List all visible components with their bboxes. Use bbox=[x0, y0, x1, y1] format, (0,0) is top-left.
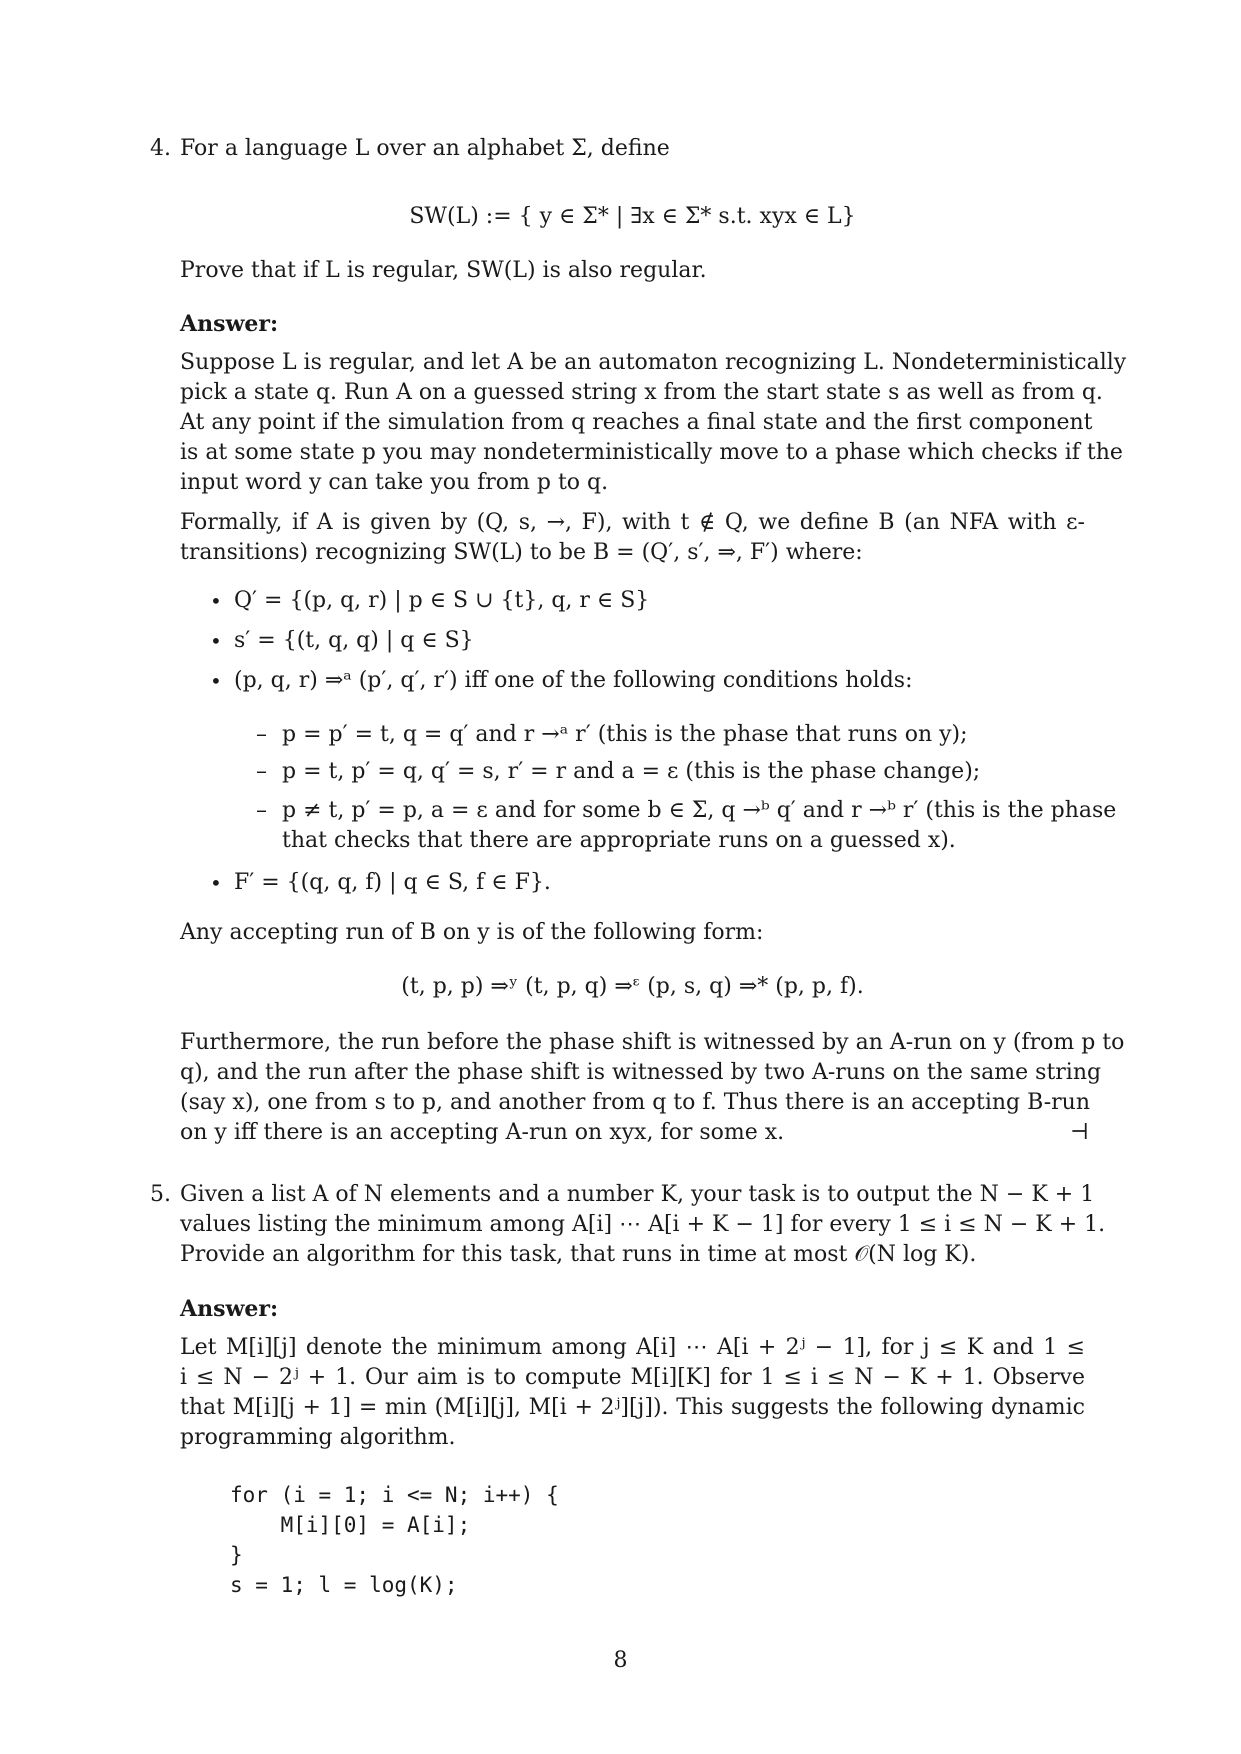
page-number: 8 bbox=[613, 1648, 628, 1673]
code-line-4: s = 1; l = log(K); bbox=[230, 1573, 458, 1597]
answer4-p1-line4: is at some state p you may nondeterministically move to a phase which checks if the bbox=[180, 440, 1123, 465]
answer4-p1-line1: Suppose L is regular, and let A be an automaton recognizing L. Nondeterministically bbox=[180, 350, 1127, 375]
condition-2: p = t, p′ = q, q′ = s, r′ = r and a = ε (this is the phase change); bbox=[282, 759, 981, 784]
answer4-p1-line3: At any point if the simulation from q reaches a final state and the first component bbox=[180, 410, 1093, 435]
answer4-p1-line2: pick a state q. Run A on a guessed string x from the start state s as well as from q. bbox=[180, 380, 1103, 405]
condition-3-line2: that checks that there are appropriate runs on a guessed x). bbox=[282, 828, 956, 853]
condition-1: p = p′ = t, q = q′ and r →ᵃ r′ (this is the phase that runs on y); bbox=[282, 722, 968, 747]
bullet-f-prime: F′ = {(q, q, f) | q ∈ S, f ∈ F}. bbox=[234, 870, 551, 895]
problem-5-number: 5. bbox=[150, 1182, 171, 1207]
bullet-marker: • bbox=[210, 871, 222, 895]
problem-4-intro: For a language L over an alphabet Σ, define bbox=[180, 136, 670, 161]
bullet-s-prime: s′ = {(t, q, q) | q ∈ S} bbox=[234, 628, 474, 653]
answer-heading-4: Answer: bbox=[180, 311, 279, 337]
answer-heading-5: Answer: bbox=[180, 1296, 279, 1322]
answer5-line1: Let M[i][j] denote the minimum among A[i] ⋯ A[i + 2ʲ − 1], for j ≤ K and 1 ≤ bbox=[180, 1335, 1085, 1360]
dash-marker: – bbox=[256, 798, 267, 823]
qed-symbol: ⊣ bbox=[1070, 1120, 1089, 1145]
answer5-line4: programming algorithm. bbox=[180, 1425, 456, 1450]
accepting-run: (t, p, p) ⇒ʸ (t, p, q) ⇒ᵋ (p, s, q) ⇒* (p, p, f). bbox=[401, 974, 864, 999]
answer5-line2: i ≤ N − 2ʲ + 1. Our aim is to compute M[i][K] for 1 ≤ i ≤ N − K + 1. Observe bbox=[180, 1365, 1085, 1390]
problem-5-line1: Given a list A of N elements and a number K, your task is to output the N − K + 1 bbox=[180, 1182, 1095, 1207]
dash-marker: – bbox=[256, 722, 267, 747]
answer4-p3-line4: on y iff there is an accepting A-run on xyx, for some x. bbox=[180, 1120, 785, 1145]
bullet-q-prime: Q′ = {(p, q, r) | p ∈ S ∪ {t}, q, r ∈ S} bbox=[234, 588, 650, 613]
problem-4-number: 4. bbox=[150, 136, 171, 161]
code-line-1: for (i = 1; i <= N; i++) { bbox=[230, 1483, 559, 1507]
answer4-p3-line2: q), and the run after the phase shift is witnessed by two A-runs on the same string bbox=[180, 1060, 1102, 1085]
bullet-transition: (p, q, r) ⇒ᵃ (p′, q′, r′) iff one of the following conditions holds: bbox=[234, 668, 913, 693]
condition-3-line1: p ≠ t, p′ = p, a = ε and for some b ∈ Σ, q →ᵇ q′ and r →ᵇ r′ (this is the phase bbox=[282, 798, 1117, 823]
bullet-marker: • bbox=[210, 589, 222, 613]
problem-5-line3: Provide an algorithm for this task, that runs in time at most 𝒪(N log K). bbox=[180, 1242, 977, 1267]
bullet-marker: • bbox=[210, 629, 222, 653]
bullet-marker: • bbox=[210, 669, 222, 693]
sw-definition: SW(L) := { y ∈ Σ* | ∃x ∈ Σ* s.t. xyx ∈ L} bbox=[409, 204, 856, 229]
problem-4-prove: Prove that if L is regular, SW(L) is also regular. bbox=[180, 258, 707, 283]
code-line-3: } bbox=[230, 1543, 243, 1567]
answer4-p3-line1: Furthermore, the run before the phase shift is witnessed by an A-run on y (from p to bbox=[180, 1030, 1125, 1055]
problem-5-line2: values listing the minimum among A[i] ⋯ A[i + K − 1] for every 1 ≤ i ≤ N − K + 1. bbox=[180, 1212, 1106, 1237]
answer5-line3: that M[i][j + 1] = min (M[i][j], M[i + 2ʲ][j]). This suggests the following dynamic bbox=[180, 1395, 1085, 1420]
answer4-p2-line1: Formally, if A is given by (Q, s, →, F), with t ∉ Q, we define B (an NFA with ε- bbox=[180, 510, 1085, 535]
code-line-2: M[i][0] = A[i]; bbox=[230, 1513, 471, 1537]
run-intro: Any accepting run of B on y is of the following form: bbox=[180, 920, 764, 945]
answer4-p3-line3: (say x), one from s to p, and another from q to f. Thus there is an accepting B-run bbox=[180, 1090, 1090, 1115]
dash-marker: – bbox=[256, 759, 267, 784]
answer4-p2-line2: transitions) recognizing SW(L) to be B = (Q′, s′, ⇒, F′) where: bbox=[180, 540, 863, 565]
answer4-p1-line5: input word y can take you from p to q. bbox=[180, 470, 609, 495]
